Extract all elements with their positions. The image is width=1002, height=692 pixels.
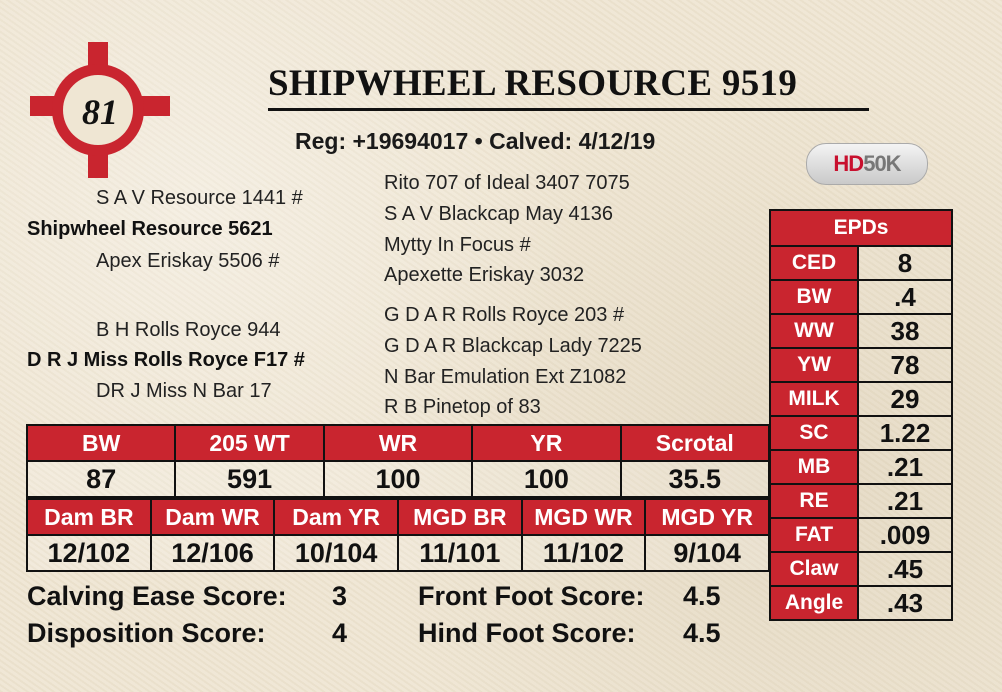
dam-header-dam-wr: Dam WR [151,499,275,535]
epd-value-yw: 78 [858,348,952,382]
perf-value-bw: 87 [27,461,175,497]
epd-label-claw: Claw [770,552,858,586]
lot-number: 81 [82,92,118,132]
pedigree-dam-dam-sire: N Bar Emulation Ext Z1082 [384,366,627,388]
hind-foot-value: 4.5 [683,618,721,648]
badge-50k-text: 50K [863,151,901,176]
epd-value-milk: 29 [858,382,952,416]
epd-label-re: RE [770,484,858,518]
dam-value-mgd-yr: 9/104 [645,535,769,571]
pedigree-sire-dam-sire: Mytty In Focus # [384,234,531,256]
perf-value-205wt: 591 [175,461,323,497]
epd-value-angle: .43 [858,586,952,620]
pedigree-sire-sire-dam: S A V Blackcap May 4136 [384,203,614,225]
lot-number-logo [28,40,172,180]
perf-header-wr: WR [324,425,472,461]
epd-value-claw: .45 [858,552,952,586]
pedigree-dam-sire-sire: G D A R Rolls Royce 203 # [384,304,625,326]
perf-value-yr: 100 [472,461,620,497]
epd-title: EPDs [770,210,952,246]
dam-header-mgd-br: MGD BR [398,499,522,535]
pedigree-sire-dam-dam: Apexette Eriskay 3032 [384,264,585,286]
epd-label-mb: MB [770,450,858,484]
perf-header-scrotal: Scrotal [621,425,769,461]
epd-label-ced: CED [770,246,858,280]
epd-label-yw: YW [770,348,858,382]
pedigree-sire: Shipwheel Resource 5621 [27,218,273,240]
epd-label-bw: BW [770,280,858,314]
disposition-label: Disposition Score: [27,618,266,648]
front-foot-label: Front Foot Score: [418,581,645,611]
hd50k-badge [806,143,928,185]
dam-header-dam-br: Dam BR [27,499,151,535]
epd-label-sc: SC [770,416,858,450]
pedigree-sire-sire: S A V Resource 1441 # [96,187,303,209]
registration-line: Reg: +19694017 • Calved: 4/12/19 [295,128,656,154]
pedigree-dam-dam: DR J Miss N Bar 17 [96,380,272,402]
epd-label-fat: FAT [770,518,858,552]
epd-value-ced: 8 [858,246,952,280]
badge-hd-text: HD [833,151,864,176]
epd-value-sc: 1.22 [858,416,952,450]
pedigree-dam-sire: B H Rolls Royce 944 [96,319,281,341]
epd-value-mb: .21 [858,450,952,484]
epd-value-ww: 38 [858,314,952,348]
epd-value-re: .21 [858,484,952,518]
pedigree-dam-sire-dam: G D A R Blackcap Lady 7225 [384,335,642,357]
epd-value-bw: .4 [858,280,952,314]
front-foot-value: 4.5 [683,581,721,611]
epd-value-fat: .009 [858,518,952,552]
dam-value-dam-br: 12/102 [27,535,151,571]
epd-label-milk: MILK [770,382,858,416]
dam-value-dam-wr: 12/106 [151,535,275,571]
pedigree-sire-sire-sire: Rito 707 of Ideal 3407 7075 [384,172,630,194]
perf-header-205wt: 205 WT [175,425,323,461]
dam-header-mgd-wr: MGD WR [522,499,646,535]
perf-header-yr: YR [472,425,620,461]
dam-value-mgd-br: 11/101 [398,535,522,571]
perf-value-wr: 100 [324,461,472,497]
animal-name-title: SHIPWHEEL RESOURCE 9519 [268,63,798,104]
calving-ease-label: Calving Ease Score: [27,581,287,611]
dam-value-mgd-wr: 11/102 [522,535,646,571]
epd-label-angle: Angle [770,586,858,620]
pedigree-dam-dam-dam: R B Pinetop of 83 [384,396,541,418]
pedigree-dam: D R J Miss Rolls Royce F17 # [27,349,305,371]
perf-header-bw: BW [27,425,175,461]
performance-table [26,424,770,498]
dam-value-dam-yr: 10/104 [274,535,398,571]
epd-table [769,209,953,621]
dam-header-dam-yr: Dam YR [274,499,398,535]
disposition-value: 4 [332,618,348,648]
dam-records-table [26,498,770,572]
hind-foot-label: Hind Foot Score: [418,618,636,648]
title-underline [268,108,869,111]
perf-value-scrotal: 35.5 [621,461,769,497]
pedigree-sire-dam: Apex Eriskay 5506 # [96,250,280,272]
epd-label-ww: WW [770,314,858,348]
calving-ease-value: 3 [332,581,348,611]
dam-header-mgd-yr: MGD YR [645,499,769,535]
